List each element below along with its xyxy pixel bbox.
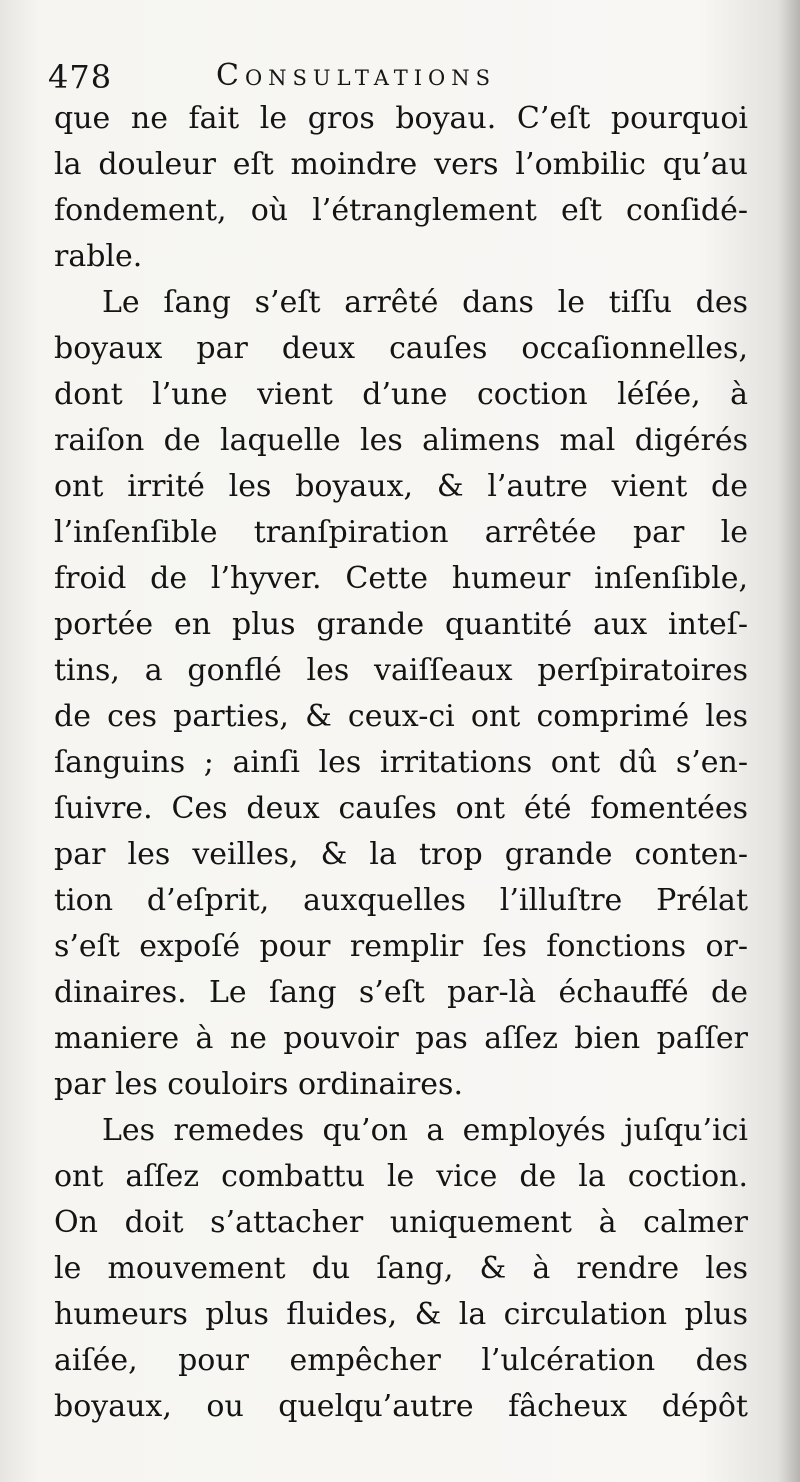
text-line: Les remedes qu’on a employés juſqu’ici <box>102 1113 748 1148</box>
text-line: froid de l’hyver. Cette humeur inſenſible, <box>54 561 748 596</box>
text-line: Le ſang s’eſt arrêté dans le tiſſu des <box>102 285 748 320</box>
text-line: ſuivre. Ces deux cauſes ont été fomentées <box>54 791 748 826</box>
text-line: rable. <box>54 239 143 274</box>
text-line: fondement, où l’étranglement eſt conſidé- <box>54 193 748 228</box>
text-line: portée en plus grande quantité aux inteſ- <box>54 607 748 642</box>
text-line: aiſée, pour empêcher l’ulcération des <box>54 1343 748 1378</box>
text-line: raiſon de laquelle les alimens mal digérés <box>54 423 748 458</box>
page-edge-shadow <box>778 0 800 1482</box>
text-line: ont aſſez combattu le vice de la coction. <box>54 1159 748 1194</box>
text-line: la douleur eſt moindre vers l’ombilic qu’au <box>54 147 748 182</box>
text-line: humeurs plus fluides, & la circulation plus <box>54 1297 748 1332</box>
text-line: l’inſenſible tranſpiration arrêtée par le <box>54 515 748 550</box>
text-line: dinaires. Le ſang s’eſt par-là échauffé de <box>54 975 748 1010</box>
page-number: 478 <box>48 58 113 96</box>
page-header <box>44 50 744 100</box>
text-line: maniere à ne pouvoir pas aſſez bien paſſer <box>54 1021 748 1056</box>
text-line: le mouvement du ſang, & à rendre les <box>54 1251 748 1286</box>
text-line: tins, a gonflé les vaiſſeaux perſpiratoires <box>54 653 748 688</box>
text-line: de ces parties, & ceux-ci ont comprimé les <box>54 699 748 734</box>
body-text <box>54 96 748 1430</box>
text-line: dont l’une vient d’une coction léſée, à <box>54 377 748 412</box>
text-line: boyaux, ou quelqu’autre fâcheux dépôt <box>54 1389 748 1424</box>
running-head: Consultations <box>216 58 497 93</box>
text-line: ſanguins ; ainſi les irritations ont dû s’en- <box>54 745 748 780</box>
text-line: tion d’eſprit, auxquelles l’illuſtre Prélat <box>54 883 748 918</box>
text-line: par les veilles, & la trop grande conten- <box>54 837 748 872</box>
text-line: boyaux par deux cauſes occaſionnelles, <box>54 331 748 366</box>
text-line: par les couloirs ordinaires. <box>54 1067 463 1102</box>
text-line: s’eſt expoſé pour remplir ſes fonctions or- <box>54 929 748 964</box>
text-line: que ne fait le gros boyau. C’eſt pourquoi <box>54 101 748 136</box>
text-line: ont irrité les boyaux, & l’autre vient de <box>54 469 748 504</box>
text-line: On doit s’attacher uniquement à calmer <box>54 1205 748 1240</box>
